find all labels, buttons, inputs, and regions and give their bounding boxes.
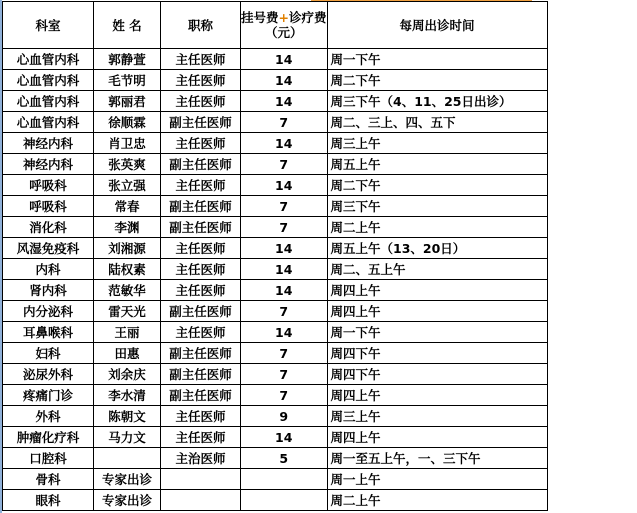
name-cell: 范敏华 [94,280,161,301]
title-cell: 主任医师 [161,280,241,301]
fee-cell: 7 [241,385,328,406]
dept-cell: 内分泌科 [3,301,94,322]
title-cell: 主任医师 [161,49,241,70]
schedule-cell: 周二上午 [327,490,547,511]
table-row [3,448,548,469]
title-cell: 副主任医师 [161,196,241,217]
dept-cell: 外科 [3,406,94,427]
title-cell: 主任医师 [161,70,241,91]
title-cell [161,490,241,511]
schedule-cell: 周二下午 [327,175,547,196]
name-cell: 马力文 [94,427,161,448]
fee-cell: 14 [241,49,328,70]
dept-cell: 消化科 [3,217,94,238]
dept-cell: 心血管内科 [3,112,94,133]
header-fee-unit: （元） [265,25,303,40]
schedule-cell: 周一下午 [327,322,547,343]
schedule-cell: 周四上午 [327,301,547,322]
name-cell [94,448,161,469]
dept-cell: 呼吸科 [3,196,94,217]
schedule-cell: 周四下午 [327,343,547,364]
table-row [3,217,548,238]
name-cell: 刘湘源 [94,238,161,259]
fee-cell: 7 [241,112,328,133]
table-row [3,385,548,406]
schedule-cell: 周三下午（4、11、25日出诊） [327,91,547,112]
dept-cell: 呼吸科 [3,175,94,196]
table-row [3,427,548,448]
name-cell: 郭静萱 [94,49,161,70]
table-row [3,112,548,133]
title-cell: 主任医师 [161,175,241,196]
table-row [3,364,548,385]
table-row [3,406,548,427]
table-row [3,238,548,259]
fee-cell: 14 [241,280,328,301]
dept-cell: 肿瘤化疗科 [3,427,94,448]
table-row [3,280,548,301]
schedule-cell: 周一上午 [327,469,547,490]
schedule-cell: 周二下午 [327,70,547,91]
table-row [3,259,548,280]
title-cell: 主任医师 [161,427,241,448]
fee-cell: 14 [241,427,328,448]
schedule-cell: 周四上午 [327,427,547,448]
title-cell: 副主任医师 [161,112,241,133]
fee-cell: 7 [241,154,328,175]
title-cell: 主任医师 [161,91,241,112]
title-cell: 副主任医师 [161,364,241,385]
schedule-cell: 周一至五上午，一、三下午 [327,448,547,469]
dept-cell: 肾内科 [3,280,94,301]
fee-cell: 14 [241,175,328,196]
table-row [3,49,548,70]
name-cell: 常春 [94,196,161,217]
title-cell: 主任医师 [161,322,241,343]
table-row [3,322,548,343]
schedule-cell: 周二上午 [327,217,547,238]
fee-cell: 14 [241,259,328,280]
title-cell: 副主任医师 [161,343,241,364]
schedule-cell: 周二、五上午 [327,259,547,280]
title-cell: 副主任医师 [161,154,241,175]
table-row [3,343,548,364]
name-cell: 专家出诊 [94,469,161,490]
dept-cell: 骨科 [3,469,94,490]
fee-cell: 7 [241,196,328,217]
header-fee [241,2,328,49]
dept-cell: 泌尿外科 [3,364,94,385]
table-row [3,196,548,217]
header-row [3,2,548,49]
schedule-cell: 周五上午（13、20日） [327,238,547,259]
schedule-cell: 周五上午 [327,154,547,175]
title-cell: 主任医师 [161,133,241,154]
name-cell: 张英爽 [94,154,161,175]
dept-cell: 心血管内科 [3,91,94,112]
fee-cell [241,490,328,511]
schedule-cell: 周二、三上、四、五下 [327,112,547,133]
title-cell: 副主任医师 [161,217,241,238]
dept-cell: 妇科 [3,343,94,364]
schedule-cell: 周一下午 [327,49,547,70]
schedule-cell: 周三上午 [327,406,547,427]
clinic-schedule-table [2,1,548,511]
name-cell: 李水清 [94,385,161,406]
fee-cell: 7 [241,301,328,322]
fee-cell: 14 [241,322,328,343]
dept-cell: 心血管内科 [3,49,94,70]
fee-cell [241,469,328,490]
fee-cell: 5 [241,448,328,469]
fee-cell: 14 [241,133,328,154]
schedule-cell: 周四下午 [327,364,547,385]
dept-cell: 神经内科 [3,154,94,175]
name-cell: 王丽 [94,322,161,343]
header-fee-part1: 挂号费 [241,10,279,25]
fee-cell: 9 [241,406,328,427]
title-cell: 副主任医师 [161,301,241,322]
dept-cell: 神经内科 [3,133,94,154]
name-cell: 田惠 [94,343,161,364]
title-cell: 主任医师 [161,259,241,280]
schedule-cell: 周三上午 [327,133,547,154]
dept-cell: 疼痛门诊 [3,385,94,406]
title-cell: 副主任医师 [161,385,241,406]
fee-cell: 7 [241,343,328,364]
title-cell: 主任医师 [161,238,241,259]
table-row [3,70,548,91]
table-row [3,469,548,490]
schedule-cell: 周四上午 [327,280,547,301]
name-cell: 专家出诊 [94,490,161,511]
schedule-cell: 周三下午 [327,196,547,217]
dept-cell: 耳鼻喉科 [3,322,94,343]
fee-cell: 7 [241,217,328,238]
table-row [3,133,548,154]
dept-cell: 眼科 [3,490,94,511]
header-schedule: 每周出诊时间 [327,2,547,49]
header-fee-plus: + [278,10,289,25]
schedule-cell: 周四上午 [327,385,547,406]
dept-cell: 风湿免疫科 [3,238,94,259]
name-cell: 李渊 [94,217,161,238]
table-row [3,490,548,511]
header-name: 姓 名 [94,2,161,49]
title-cell: 主治医师 [161,448,241,469]
header-fee-part2: 诊疗费 [289,10,327,25]
name-cell: 张立强 [94,175,161,196]
name-cell: 徐顺霖 [94,112,161,133]
name-cell: 陆权素 [94,259,161,280]
name-cell: 陈朝文 [94,406,161,427]
header-title: 职称 [161,2,241,49]
name-cell: 毛节明 [94,70,161,91]
name-cell: 肖卫忠 [94,133,161,154]
table-row [3,91,548,112]
title-cell [161,469,241,490]
table-row [3,175,548,196]
name-cell: 刘余庆 [94,364,161,385]
table-row [3,154,548,175]
fee-cell: 14 [241,238,328,259]
fee-cell: 14 [241,91,328,112]
fee-cell: 14 [241,70,328,91]
name-cell: 郭丽君 [94,91,161,112]
table-row [3,301,548,322]
fee-cell: 7 [241,364,328,385]
title-cell: 主任医师 [161,406,241,427]
dept-cell: 心血管内科 [3,70,94,91]
name-cell: 雷天光 [94,301,161,322]
header-dept: 科室 [3,2,94,49]
dept-cell: 口腔科 [3,448,94,469]
dept-cell: 内科 [3,259,94,280]
